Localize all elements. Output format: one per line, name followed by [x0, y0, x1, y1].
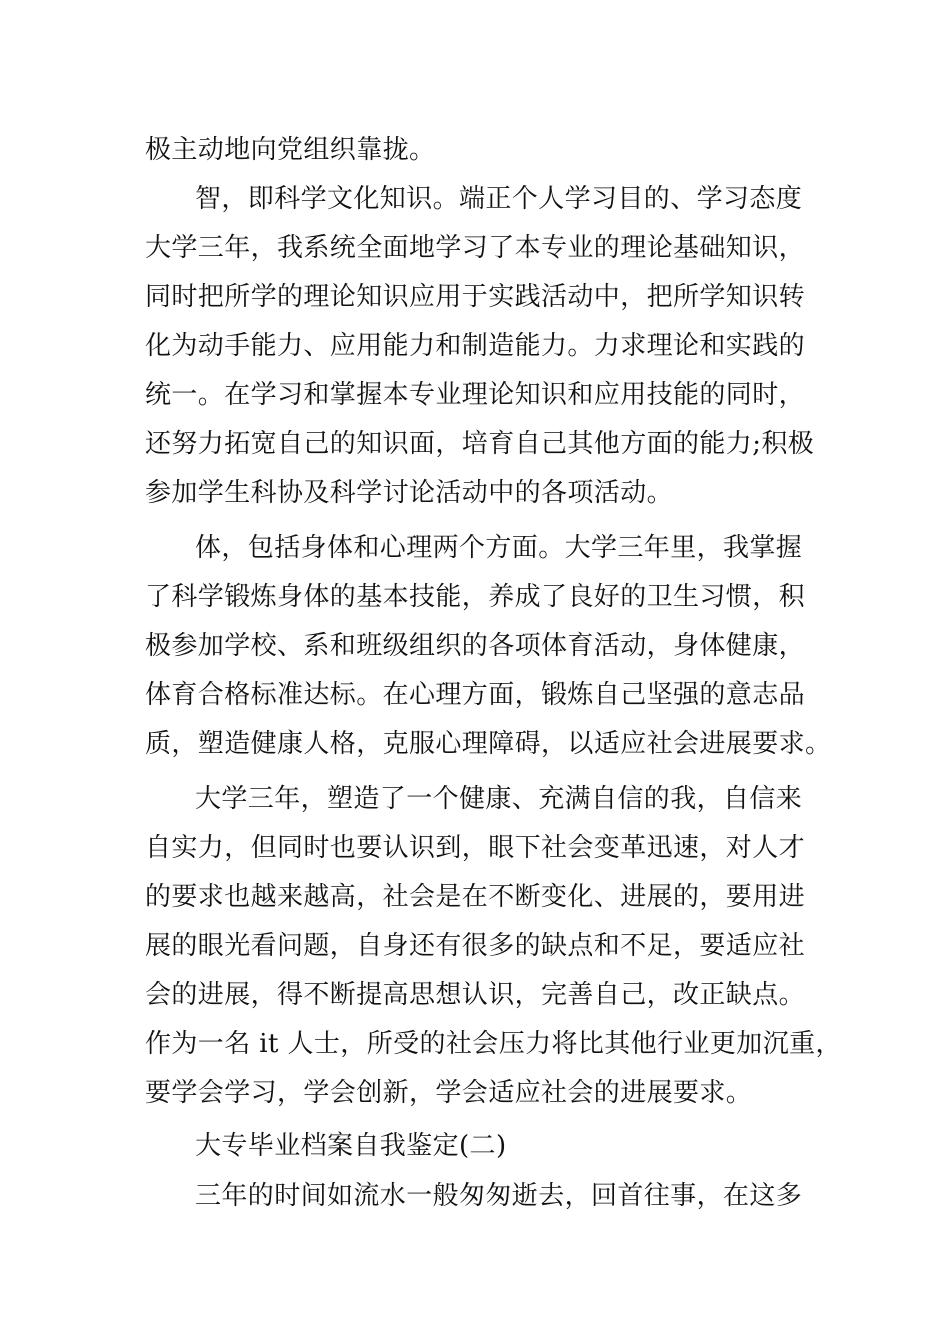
text-line: 质，塑造健康人格，克服心理障碍，以适应社会进展要求。	[145, 729, 832, 759]
text-line: 统一。在学习和掌握本专业理论知识和应用技能的同时，	[145, 380, 806, 410]
text-line: 极参加学校、系和班级组织的各项体育活动，身体健康，	[145, 631, 806, 661]
text-line: 同时把所学的理论知识应用于实践活动中，把所学知识转	[145, 282, 806, 312]
text-line: 体育合格标准达标。在心理方面，锻炼自己坚强的意志品	[145, 680, 806, 710]
paragraph-first-line: 大学三年，塑造了一个健康、充满自信的我，自信来	[195, 784, 803, 814]
text-line: 要学会学习，学会创新，学会适应社会的进展要求。	[145, 1078, 753, 1108]
text-line: 的要求也越来越高，社会是在不断变化、进展的，要用进	[145, 882, 806, 912]
text-line: 参加学生科协及科学讨论活动中的各项活动。	[145, 478, 674, 508]
text-line: 自实力，但同时也要认识到，眼下社会变革迅速，对人才	[145, 833, 806, 863]
text-line: 化为动手能力、应用能力和制造能力。力求理论和实践的	[145, 331, 806, 361]
paragraph-first-line: 三年的时间如流水一般匆匆逝去，回首往事，在这多	[195, 1181, 803, 1211]
text-line: 会的进展，得不断提高思想认识，完善自己，改正缺点。	[145, 980, 806, 1010]
text-line: 作为一名 it 人士，所受的社会压力将比其他行业更加沉重，	[145, 1029, 842, 1059]
text-line: 大学三年，我系统全面地学习了本专业的理论基础知识，	[145, 233, 806, 263]
text-line: 展的眼光看问题，自身还有很多的缺点和不足，要适应社	[145, 931, 806, 961]
text-line: 极主动地向党组织靠拢。	[145, 135, 436, 165]
text-line: 还努力拓宽自己的知识面，培育自己其他方面的能力;积极	[145, 429, 815, 459]
text-line: 了科学锻炼身体的基本技能，养成了良好的卫生习惯，积	[145, 582, 806, 612]
section-heading: 大专毕业档案自我鉴定(二)	[195, 1131, 507, 1161]
paragraph-first-line: 智，即科学文化知识。端正个人学习目的、学习态度	[195, 184, 803, 214]
paragraph-first-line: 体，包括身体和心理两个方面。大学三年里，我掌握	[195, 533, 803, 563]
